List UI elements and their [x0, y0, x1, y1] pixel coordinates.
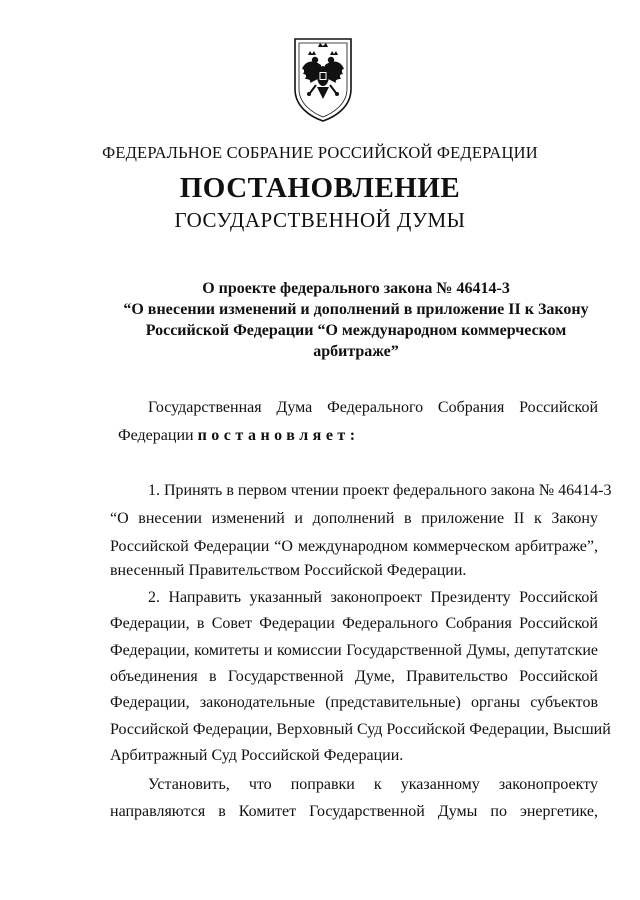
- preamble-text: Федерации: [118, 427, 198, 444]
- preamble-line: [118, 426, 606, 446]
- paragraph-2-line: Федерации, в Совет Федерации Федерального Собрания Российской: [110, 615, 598, 632]
- heading-line: Российской Федерации “О международном коммерческом: [145, 322, 567, 339]
- paragraph-2-line: Федерации, комитеты и комиссии Государственной Думы, депутатские: [110, 642, 598, 659]
- paragraph-2-line: Федерации, законодательные (представительные) органы субъектов: [110, 694, 598, 711]
- organization-name: ФЕДЕРАЛЬНОЕ СОБРАНИЕ РОССИЙСКОЙ ФЕДЕРАЦИИ: [102, 143, 538, 162]
- paragraph-2-line: Российской Федерации, Верховный Суд Российской Федерации, Высший: [110, 721, 611, 738]
- paragraph-3-line: направляются в Комитет Государственной Думы по энергетике,: [110, 803, 598, 820]
- paragraph-2-line: Арбитражный Суд Российской Федерации.: [110, 747, 404, 764]
- paragraph-1-line: внесенный Правительством Российской Федерации.: [110, 562, 467, 579]
- coat-of-arms-emblem: [291, 35, 355, 123]
- resolution-heading: [116, 278, 596, 362]
- heading-line: О проекте федерального закона № 46414-3: [202, 280, 510, 297]
- heading-line: арбитраже”: [313, 343, 399, 360]
- paragraph-1-line: Российской Федерации “О международном коммерческом арбитраже”,: [110, 538, 598, 555]
- paragraph-3-line: Установить, что поправки к указанному законопроекту: [148, 776, 598, 793]
- document-subtitle: ГОСУДАРСТВЕННОЙ ДУМЫ: [174, 208, 466, 232]
- resolves-word: постановляет:: [197, 427, 360, 444]
- preamble-line: Государственная Дума Федерального Собрания Российской: [148, 399, 598, 416]
- paragraph-2-line: 2. Направить указанный законопроект Президенту Российской: [148, 589, 598, 606]
- heading-line: “О внесении изменений и дополнений в приложение II к Закону: [123, 301, 589, 318]
- document-title: ПОСТАНОВЛЕНИЕ: [179, 172, 461, 204]
- paragraph-2-line: объединения в Государственной Думе, Правительство Российской: [110, 668, 598, 685]
- paragraph-1-line: “О внесении изменений и дополнений в приложение II к Закону: [110, 510, 598, 527]
- paragraph-1-line: 1. Принять в первом чтении проект федерального закона № 46414-3: [148, 482, 612, 499]
